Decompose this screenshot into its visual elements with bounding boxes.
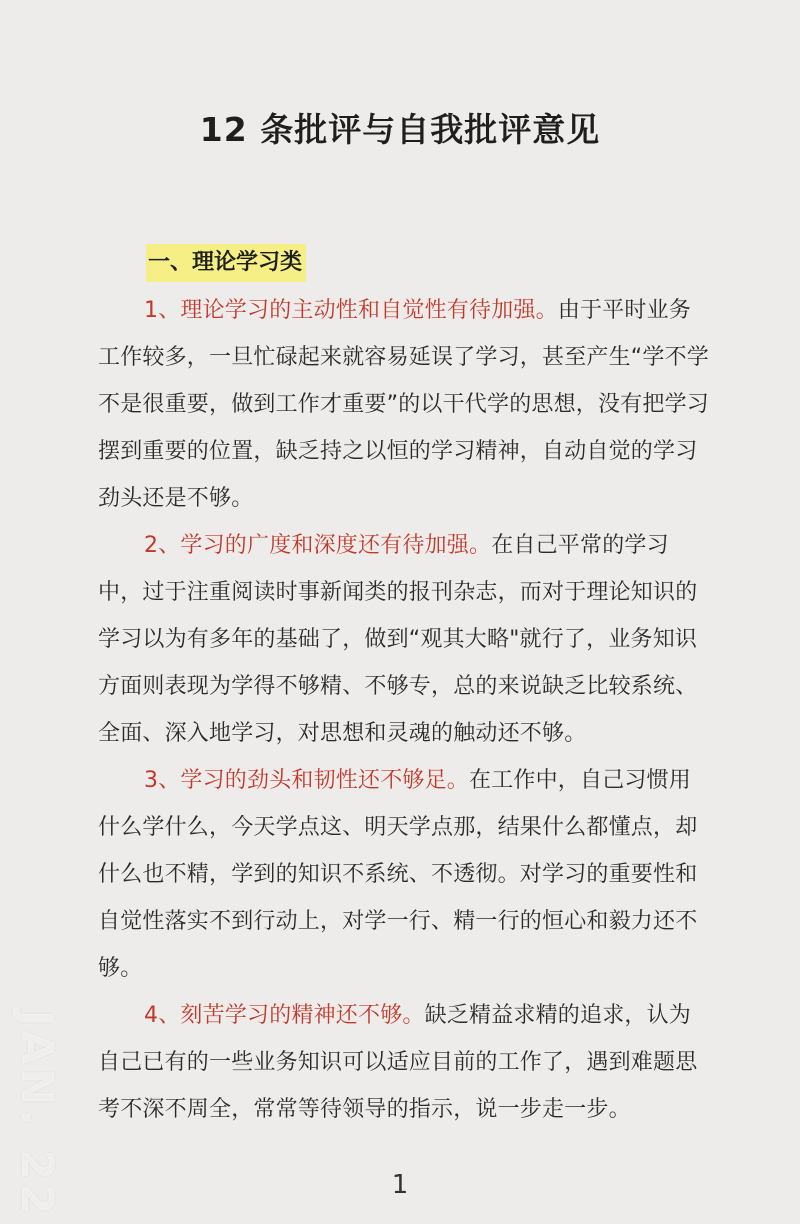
paragraph-3-text: 在工作中，自己习惯用什么学什么，今天学点这、明天学点那，结果什么都懂点，却什么也不精，学到的知识不系统、不透彻。对学习的重要性和自觉性落实不到行动上，对学一行、精一行的恒心和毅力还不够。 [98,768,698,981]
paragraph-4 [98,992,710,1133]
paragraph-3 [98,757,710,992]
paragraph-1-lead: 1、理论学习的主动性和自觉性有待加强。 [144,298,558,323]
section-heading: 一、理论学习类 [146,244,306,282]
page-title: 12 条批评与自我批评意见 [199,110,601,149]
paragraph-3-lead: 3、学习的劲头和韧性还不够足。 [144,768,469,793]
paragraph-2-text: 在自己平常的学习中，过于注重阅读时事新闻类的报刊杂志，而对于理论知识的学习以为有多年的基础了，做到“观其大略"就行了，业务知识方面则表现为学得不够精、不够专，总的来说缺乏比较系统、全面、深入地学习，对思想和灵魂的触动还不够。 [98,533,698,746]
paragraph-2 [98,522,710,757]
paragraph-1-text: 由于平时业务工作较多，一旦忙碌起来就容易延误了学习，甚至产生“学不学不是很重要，做到工作才重要”的以干代学的思想，没有把学习摆到重要的位置，缺乏持之以恒的学习精神，自动自觉的学习劲头还是不够。 [98,298,709,511]
paragraph-4-lead: 4、刻苦学习的精神还不够。 [144,1003,425,1028]
section-body [98,287,710,1133]
paragraph-4-text: 缺乏精益求精的追求，认为自己已有的一些业务知识可以适应目前的工作了，遇到难题思考不深不周全，常常等待领导的指示，说一步走一步。 [98,1003,698,1122]
paragraph-1 [98,287,710,522]
date-watermark: JAN. 22 [11,1010,62,1219]
paragraph-2-lead: 2、学习的广度和深度还有待加强。 [144,533,492,558]
page-number: 1 [391,1170,409,1200]
